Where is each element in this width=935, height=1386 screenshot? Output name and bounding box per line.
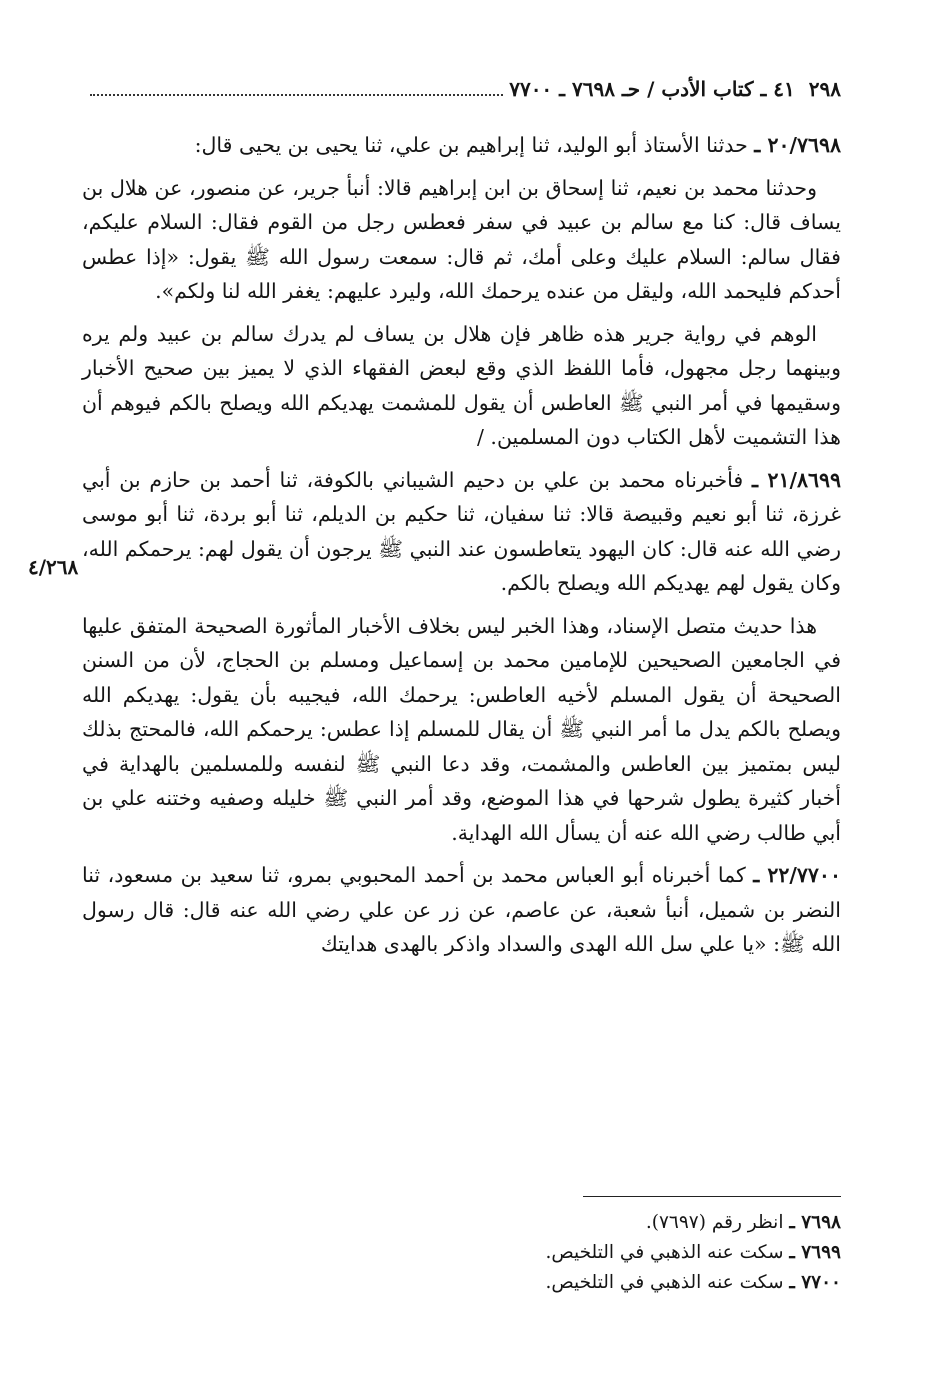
margin-volume-page-note: ٤/٢٦٨ [28, 555, 79, 579]
paragraph-text: الوهم في رواية جرير هذه ظاهر فإن هلال بن يساف لم يدرك سالم بن عبيد ولم يره وبينهما رجل مجهول، فأما اللفظ الذي وقع لبعض الفقهاء الذي لا يميز بين صحيح الأخبار وسقيمها في أمر النبي ﷺ العاطس أن يقول للمشمت يهديكم الله ويصلح بالكم فيوهم أن هذا التشميت لأهل الكتاب دون المسلمين. / [82, 321, 841, 449]
main-text [82, 128, 841, 970]
paragraph-text: هذا حديث متصل الإسناد، وهذا الخبر ليس بخلاف الأخبار المأثورة الصحيحة المتفق عليها في الجامعين الصحيحين للإمامين محمد بن إسماعيل ومسلم بن الحجاج، لأن من السنن الصحيحة أن يقول المسلم لأخيه العاطس: يرحمك الله، فيجيبه بأن يقول: يهديكم الله ويصلح بالكم يدل ما أمر النبي ﷺ أن يقال للمسلم إذا عطس: يرحمكم الله، فالمحتج بذلك ليس بمتميز بين العاطس والمشمت، وقد دعا النبي ﷺ لنفسه وللمسلمين بالهداية في أخبار كثيرة يطول شرحها في هذا الموضع، وقد أمر النبي ﷺ خليله وصفيه وختنه علي بن أبي طالب رضي الله عنه أن يسأل الله الهداية. [82, 613, 841, 845]
hadith-paragraph-7699 [82, 463, 841, 601]
paragraph-text: وحدثنا محمد بن نعيم، ثنا إسحاق بن ابن إبراهيم قالا: أنبأ جرير، عن منصور، عن هلال بن يساف قال: كنا مع سالم بن عبيد في سفر فعطس رجل من القوم فقال: السلام عليكم، فقال سالم: السلام عليك وعلى أمك، ثم قال: سمعت رسول الله ﷺ يقول: «إذا عطس أحدكم فليحمد الله، وليقل من عنده يرحمك الله، وليرد عليهم: يغفر الله لنا ولكم». [82, 175, 841, 303]
commentary-paragraph [82, 609, 841, 851]
page-number: ٢٩٨ [808, 77, 841, 101]
footnote-text: سكت عنه الذهبي في التلخيص. [545, 1272, 784, 1293]
footnote-number: ٧٧٠٠ ـ [789, 1272, 841, 1293]
footnotes [341, 1208, 841, 1298]
leader-dots [90, 94, 503, 96]
hadith-number: ٢١/٨٦٩٩ ـ [752, 467, 841, 492]
commentary-paragraph [82, 317, 841, 455]
footnote-separator [583, 1196, 841, 1197]
hadith-paragraph-7698 [82, 128, 841, 163]
footnote-item [341, 1268, 841, 1298]
hadith-paragraph-7700 [82, 858, 841, 962]
footnote-item [341, 1238, 841, 1268]
paragraph-text: كما أخبرناه أبو العباس محمد بن أحمد المحبوبي بمرو، ثنا سعيد بن مسعود، ثنا النضر بن شميل، أنبأ شعبة، عن عاصم، عن زر عن علي رضي الله عنه قال: قال رسول الله ﷺ: «يا علي سل الله الهدى والسداد واذكر بالهدى هدايتك [82, 863, 841, 956]
hadith-number: ٢٠/٧٦٩٨ ـ [754, 133, 841, 157]
running-header [84, 72, 841, 106]
chain-paragraph [82, 171, 841, 309]
footnote-item [341, 1208, 841, 1238]
footnote-number: ٧٦٩٨ ـ [789, 1212, 841, 1233]
paragraph-text: حدثنا الأستاذ أبو الوليد، ثنا إبراهيم بن علي، ثنا يحيى بن يحيى قال: [194, 133, 748, 157]
footnote-text: انظر رقم (٧٦٩٧). [645, 1212, 784, 1233]
chapter-title: ٤١ ـ كتاب الأدب / حـ ٧٦٩٨ ـ ٧٧٠٠ [509, 77, 795, 101]
paragraph-text: فأخبرناه محمد بن علي بن دحيم الشيباني بالكوفة، ثنا أحمد بن حازم بن أبي غرزة، ثنا أبو نعيم وقبيصة قالا: ثنا سفيان، ثنا حكيم بن الديلم، ثنا أبو بردة، ثنا أبو موسى رضي الله عنه قال: كان اليهود يتعاطسون عند النبي ﷺ يرجون أن يقول لهم: يرحمكم الله، وكان يقول لهم يهديكم الله ويصلح بالكم. [82, 467, 841, 595]
footnote-number: ٧٦٩٩ ـ [789, 1242, 841, 1263]
hadith-number: ٢٢/٧٧٠٠ ـ [753, 863, 841, 887]
footnote-text: سكت عنه الذهبي في التلخيص. [545, 1242, 784, 1263]
